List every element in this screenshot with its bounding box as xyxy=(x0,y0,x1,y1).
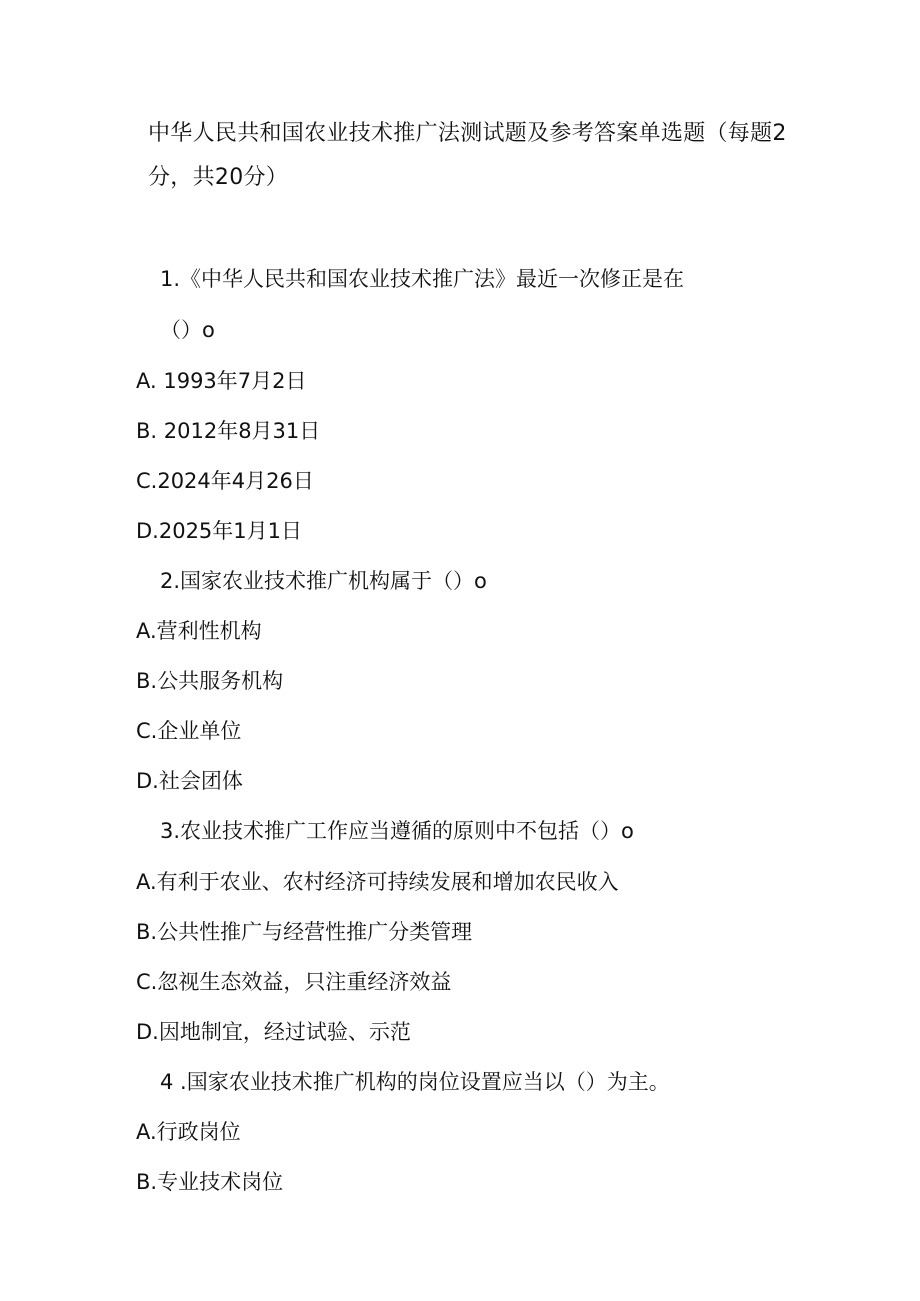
question-1-stem: 1.《中华人民共和国农业技术推广法》最近一次修正是在 xyxy=(160,267,685,291)
question-2-option-a: A.营利性机构 xyxy=(136,619,262,643)
question-3-option-d: D.因地制宜，经过试验、示范 xyxy=(136,1020,411,1044)
question-2-option-b: B.公共服务机构 xyxy=(136,669,284,693)
question-4-option-b: B.专业技术岗位 xyxy=(136,1170,284,1194)
question-2-option-d: D.社会团体 xyxy=(136,769,243,793)
question-3-option-a: A.有利于农业、农村经济可持续发展和增加农民收入 xyxy=(136,870,619,894)
document-title: 中华人民共和国农业技术推广法测试题及参考答案单选题（每题2分，共20分） xyxy=(148,121,787,190)
question-4-option-a: A.行政岗位 xyxy=(136,1120,241,1144)
question-1-stem-continued: （）o xyxy=(160,318,215,342)
question-1-option-d: D.2025年1月1日 xyxy=(136,519,303,543)
question-1-option-a: A. 1993年7月2日 xyxy=(136,369,307,393)
question-3-stem: 3.农业技术推广工作应当遵循的原则中不包括（）o xyxy=(160,819,634,843)
question-4-stem: 4 .国家农业技术推广机构的岗位设置应当以（）为主。 xyxy=(160,1070,670,1094)
question-3-option-b: B.公共性推广与经营性推广分类管理 xyxy=(136,920,473,944)
question-1-option-c: C.2024年4月26日 xyxy=(136,469,314,493)
question-3-option-c: C.忽视生态效益，只注重经济效益 xyxy=(136,970,452,994)
question-2-option-c: C.企业单位 xyxy=(136,719,242,743)
question-1-option-b: B. 2012年8月31日 xyxy=(136,419,321,443)
question-2-stem: 2.国家农业技术推广机构属于（）o xyxy=(160,569,487,593)
